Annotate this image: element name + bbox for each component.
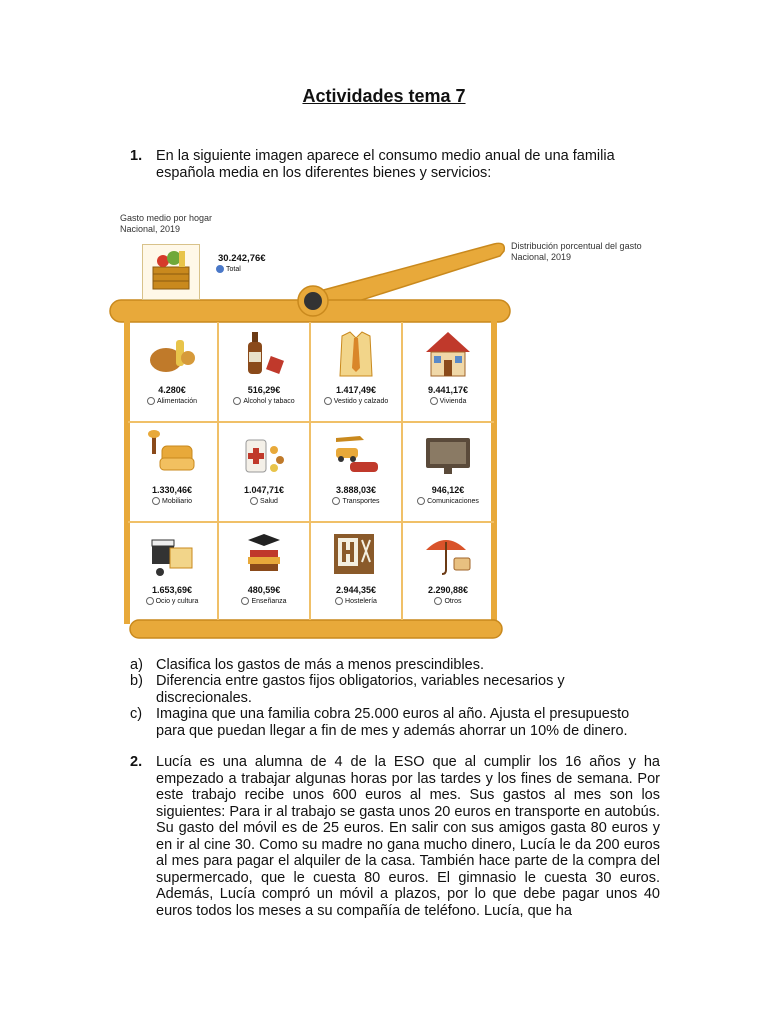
expense-cell-alcohol[interactable] bbox=[218, 322, 310, 422]
expense-option[interactable] bbox=[310, 497, 402, 505]
expense-radio[interactable] bbox=[152, 497, 160, 505]
page-title: Actividades tema 7 bbox=[302, 86, 466, 106]
expense-radio[interactable] bbox=[241, 597, 249, 605]
question-text: En la siguiente imagen aparece el consumo medio anual de una familia española media en los diferentes bienes y servicios: bbox=[156, 148, 615, 181]
expense-value: 1.417,49€ bbox=[335, 385, 377, 395]
infographic-left-subtitle: Nacional, 2019 bbox=[120, 224, 181, 234]
subquestion-label: a) bbox=[130, 657, 143, 673]
subquestion-a bbox=[130, 657, 660, 674]
subquestion-text: Clasifica los gastos de más a menos prescindibles. bbox=[156, 657, 485, 673]
expense-cell-ocio[interactable] bbox=[126, 522, 218, 622]
expense-option[interactable] bbox=[402, 497, 494, 505]
expense-value: 3.888,03€ bbox=[335, 485, 377, 495]
expense-cell-salud[interactable] bbox=[218, 422, 310, 522]
expense-label: Mobiliario bbox=[162, 497, 192, 505]
expense-label: Vestido y calzado bbox=[333, 397, 389, 405]
umbrella-icon bbox=[422, 528, 474, 580]
expense-cell-vivienda[interactable] bbox=[402, 322, 494, 422]
expense-label: Otros bbox=[444, 597, 462, 605]
infographic-right-subtitle: Nacional, 2019 bbox=[511, 252, 572, 262]
expense-label: Comunicaciones bbox=[427, 497, 479, 505]
books-icon bbox=[238, 528, 290, 580]
expense-radio[interactable] bbox=[417, 497, 425, 505]
expense-label: Enseñanza bbox=[251, 597, 287, 605]
expense-value: 516,29€ bbox=[247, 385, 281, 395]
expense-grid bbox=[126, 322, 494, 622]
expense-value: 946,12€ bbox=[431, 485, 465, 495]
expense-value: 480,59€ bbox=[247, 585, 281, 595]
expense-label: Alimentación bbox=[156, 397, 198, 405]
question-number: 2. bbox=[130, 754, 143, 770]
expense-option[interactable] bbox=[126, 397, 218, 405]
expense-value: 4.280€ bbox=[158, 385, 186, 395]
expense-option[interactable] bbox=[218, 397, 310, 405]
tv-icon bbox=[422, 428, 474, 480]
expense-option[interactable] bbox=[126, 497, 218, 505]
expense-label: Hostelería bbox=[345, 597, 377, 605]
expense-radio[interactable] bbox=[250, 497, 258, 505]
expense-option[interactable] bbox=[218, 497, 310, 505]
expense-radio[interactable] bbox=[147, 397, 155, 405]
expense-value: 9.441,17€ bbox=[427, 385, 469, 395]
subquestion-label: c) bbox=[130, 706, 143, 722]
expense-option[interactable] bbox=[218, 597, 310, 605]
armchair-icon bbox=[146, 428, 198, 480]
subquestion-b bbox=[130, 673, 660, 706]
question-number: 1. bbox=[130, 148, 143, 164]
expense-option[interactable] bbox=[402, 397, 494, 405]
expense-option[interactable] bbox=[402, 597, 494, 605]
question-2 bbox=[130, 754, 660, 919]
total-value: 30.242,76€ bbox=[218, 253, 266, 264]
question-text: Lucía es una alumna de 4 de la ESO que al cumplir los 16 años y ha empezado a trabajar algunas horas por las tardes y los fines de semana. Por este trabajo recibe unos 600 euros al mes. Sus gastos al mes son los siguientes: Para ir al trabajo se gasta unos 20 euros en transporte en autobús. Su gasto del móvil es de 25 euros. En salir con sus amigos gasta 80 euros y en ir al cine 30. Como su madre no gana mucho dinero, Lucía le da 200 euros al mes para pagar el alquiler de la casa. También hace parte de la compra del supermercado, que le cuesta 80 euros. El gimnasio le cuesta 30 euros. Además, Lucía compró un móvil a plazos, por lo que debe pagar unos 40 euros todos los meses a su compañía de teléfono. Lucía, que ha bbox=[156, 754, 660, 919]
expense-label: Vivienda bbox=[439, 397, 467, 405]
total-label: Total bbox=[226, 265, 241, 273]
subquestion-label: b) bbox=[130, 673, 143, 689]
expense-radio[interactable] bbox=[324, 397, 332, 405]
expense-value: 1.047,71€ bbox=[243, 485, 285, 495]
infographic-left-title: Gasto medio por hogar bbox=[120, 213, 213, 223]
expense-cell-ensenanza[interactable] bbox=[218, 522, 310, 622]
subquestion-text: Imagina que una familia cobra 25.000 euros al año. Ajusta el presupuesto para que puedan llegar a fin de mes y además ahorrar un 10% de dinero. bbox=[156, 706, 630, 739]
expense-value: 1.330,46€ bbox=[151, 485, 193, 495]
expense-radio[interactable] bbox=[430, 397, 438, 405]
medicine-icon bbox=[238, 428, 290, 480]
expense-option[interactable] bbox=[310, 597, 402, 605]
shirt-icon bbox=[330, 328, 382, 380]
subquestion-text: Diferencia entre gastos fijos obligatorios, variables necesarios y discrecionales. bbox=[156, 673, 565, 706]
expense-label: Alcohol y tabaco bbox=[243, 397, 295, 405]
expense-label: Ocio y cultura bbox=[155, 597, 199, 605]
expense-radio[interactable] bbox=[146, 597, 154, 605]
expense-option[interactable] bbox=[126, 597, 218, 605]
expense-radio[interactable] bbox=[233, 397, 241, 405]
expense-cell-transportes[interactable] bbox=[310, 422, 402, 522]
basket-icon bbox=[142, 244, 200, 300]
food-icon bbox=[146, 328, 198, 380]
expense-radio[interactable] bbox=[434, 597, 442, 605]
clapper-icon bbox=[146, 528, 198, 580]
house-icon bbox=[422, 328, 474, 380]
expense-cell-mobiliario[interactable] bbox=[126, 422, 218, 522]
expense-cell-alimentacion[interactable] bbox=[126, 322, 218, 422]
expense-cell-hosteleria[interactable] bbox=[310, 522, 402, 622]
subquestion-c bbox=[130, 706, 660, 739]
total-option[interactable] bbox=[216, 265, 241, 273]
expense-cell-vestido[interactable] bbox=[310, 322, 402, 422]
expense-value: 1.653,69€ bbox=[151, 585, 193, 595]
infographic-right-title: Distribución porcentual del gasto bbox=[511, 241, 642, 251]
expense-radio[interactable] bbox=[332, 497, 340, 505]
bottle-icon bbox=[238, 328, 290, 380]
expense-option[interactable] bbox=[310, 397, 402, 405]
vehicles-icon bbox=[330, 428, 382, 480]
expense-radio[interactable] bbox=[335, 597, 343, 605]
expense-value: 2.290,88€ bbox=[427, 585, 469, 595]
total-radio[interactable] bbox=[216, 265, 224, 273]
expense-label: Transportes bbox=[342, 497, 380, 505]
expense-cell-otros[interactable] bbox=[402, 522, 494, 622]
hotel-icon bbox=[330, 528, 382, 580]
expense-cell-comunicaciones[interactable] bbox=[402, 422, 494, 522]
expense-label: Salud bbox=[260, 497, 278, 505]
expense-value: 2.944,35€ bbox=[335, 585, 377, 595]
